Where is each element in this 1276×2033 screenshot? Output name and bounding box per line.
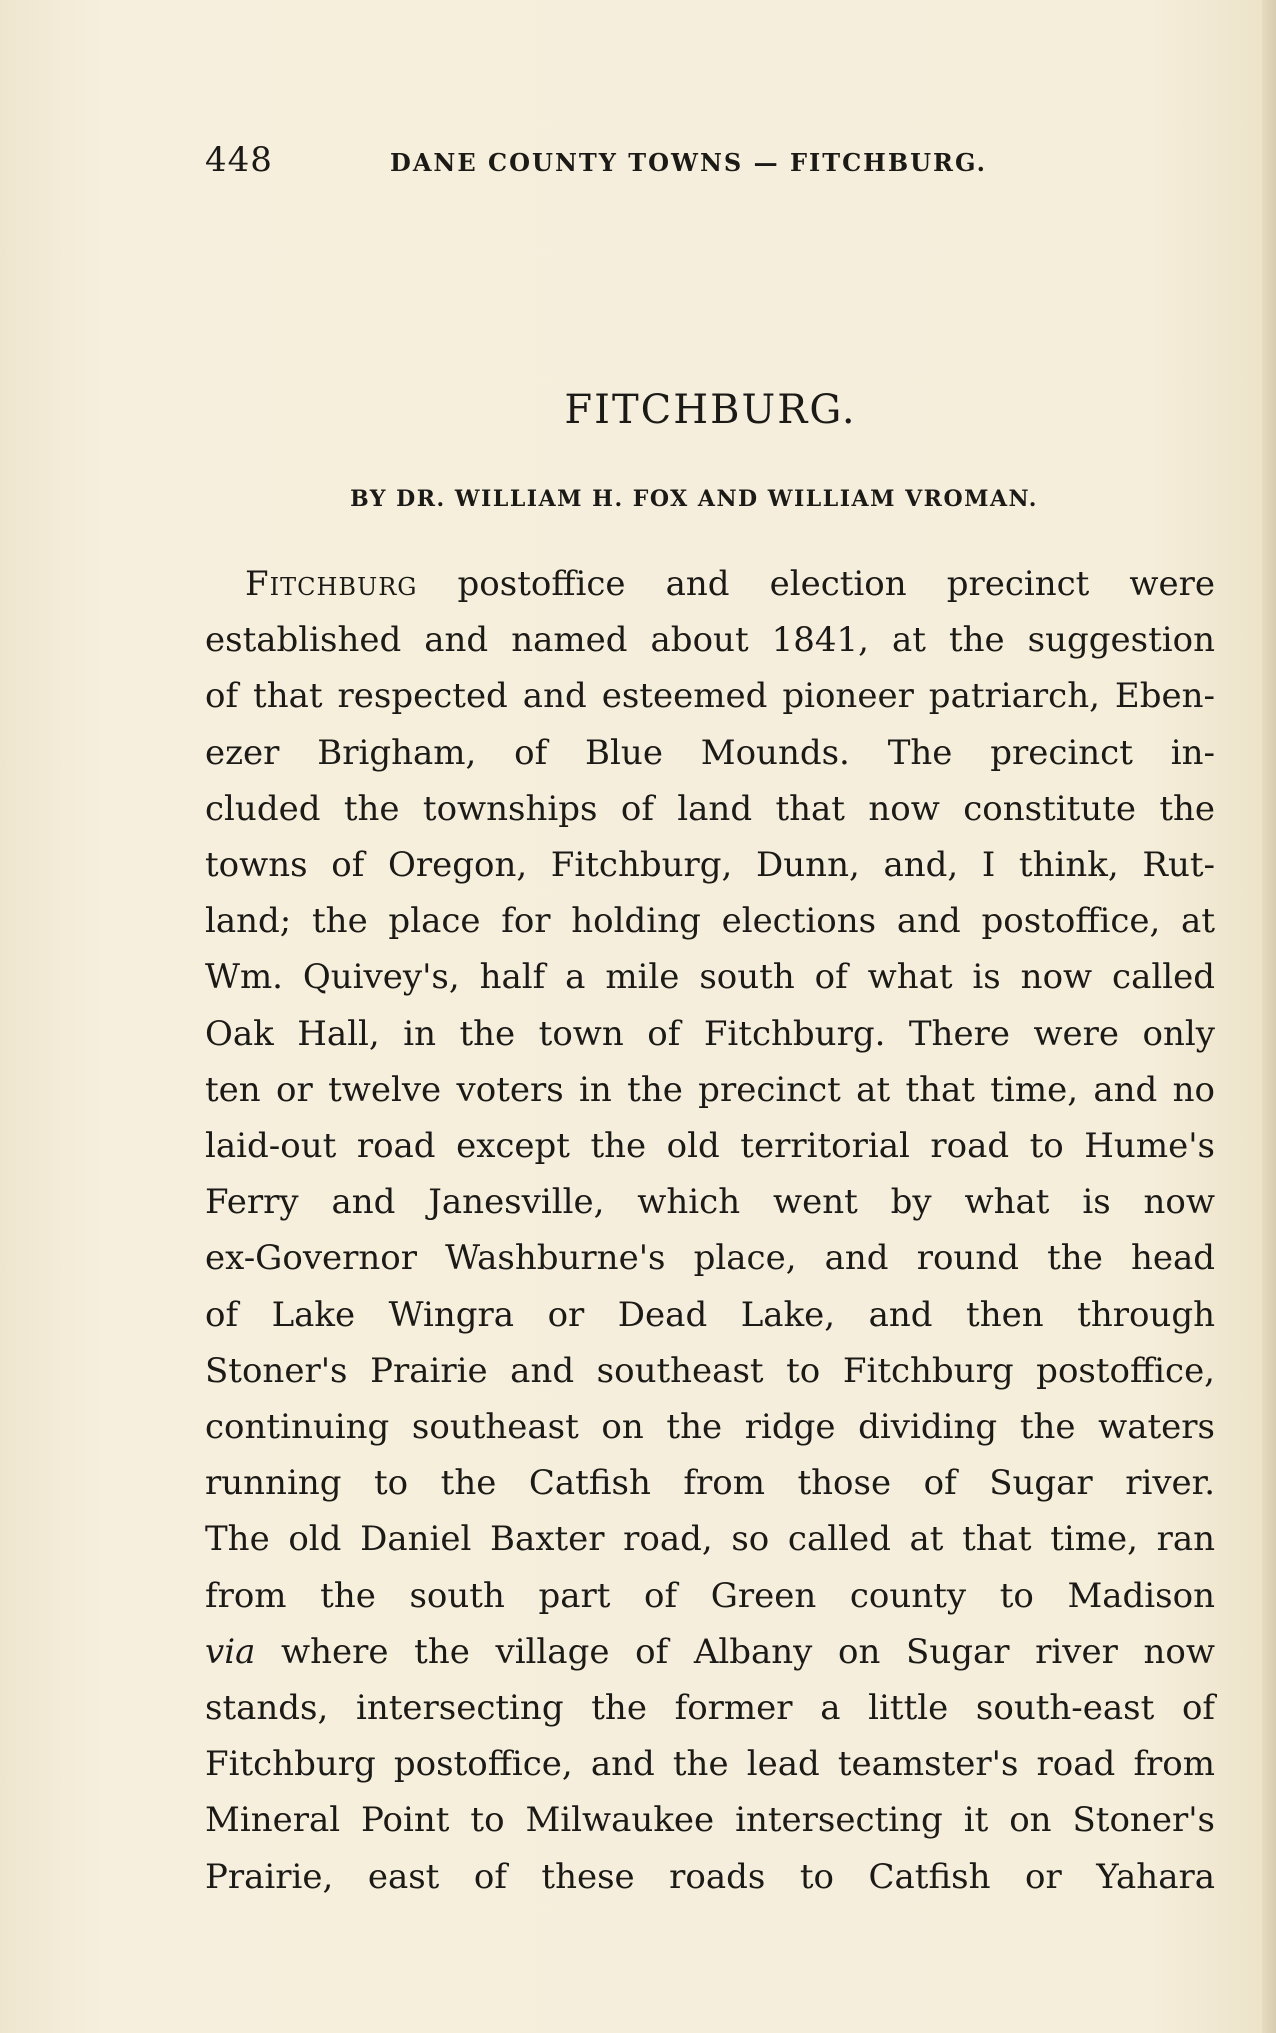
body-line-22: Fitchburg postoffice, and the lead teamster's road from — [205, 1744, 1215, 1785]
body-line-14: of Lake Wingra or Dead Lake, and then through — [205, 1294, 1215, 1335]
article-body — [205, 556, 1215, 1905]
body-line-4: ezer Brigham, of Blue Mounds. The precinct in- — [205, 732, 1215, 773]
body-line-7: land; the place for holding elections and postoffice, at — [205, 901, 1215, 942]
page-header — [205, 140, 1215, 184]
lead-word: Fitchburg — [245, 564, 418, 604]
page-edge — [1262, 0, 1276, 2033]
body-line-10: ten or twelve voters in the precinct at that time, and no — [205, 1069, 1215, 1110]
body-line-17: running to the Catfish from those of Sugar river. — [205, 1463, 1215, 1504]
body-line-11: laid-out road except the old territorial road to Hume's — [205, 1126, 1215, 1167]
body-line-16: continuing southeast on the ridge dividing the waters — [205, 1407, 1215, 1448]
body-line-1: Fitchburg postoffice and election precinct were — [245, 564, 1215, 604]
body-line-18: The old Daniel Baxter road, so called at that time, ran — [205, 1519, 1215, 1560]
body-line-19: from the south part of Green county to Madison — [205, 1575, 1215, 1616]
body-line-15: Stoner's Prairie and southeast to Fitchburg postoffice, — [205, 1350, 1215, 1391]
body-line-2: established and named about 1841, at the suggestion — [205, 620, 1215, 661]
page-number: 448 — [205, 140, 273, 180]
body-line-9: Oak Hall, in the town of Fitchburg. There were only — [205, 1013, 1215, 1054]
body-line-23: Mineral Point to Milwaukee intersecting it on Stoner's — [205, 1800, 1215, 1841]
body-line-8: Wm. Quivey's, half a mile south of what is now called — [205, 957, 1215, 998]
body-line-21: stands, intersecting the former a little south-east of — [205, 1688, 1215, 1729]
running-head: DANE COUNTY TOWNS — FITCHBURG. — [390, 148, 987, 177]
body-line-6: towns of Oregon, Fitchburg, Dunn, and, I think, Rut- — [205, 845, 1215, 886]
article-title: FITCHBURG. — [564, 387, 857, 433]
body-line-24: Prairie, east of these roads to Catfish or Yahara — [205, 1856, 1215, 1897]
body-line-20: via where the village of Albany on Sugar river now — [205, 1631, 1215, 1672]
body-line-12: Ferry and Janesville, which went by what is now — [205, 1182, 1215, 1223]
italic-via: via — [205, 1631, 256, 1672]
body-line-13: ex-Governor Washburne's place, and round the head — [205, 1238, 1215, 1279]
body-line-5: cluded the townships of land that now constitute the — [205, 788, 1215, 829]
body-line-3: of that respected and esteemed pioneer patriarch, Eben- — [205, 676, 1215, 717]
article-byline: BY DR. WILLIAM H. FOX AND WILLIAM VROMAN. — [350, 486, 1038, 512]
